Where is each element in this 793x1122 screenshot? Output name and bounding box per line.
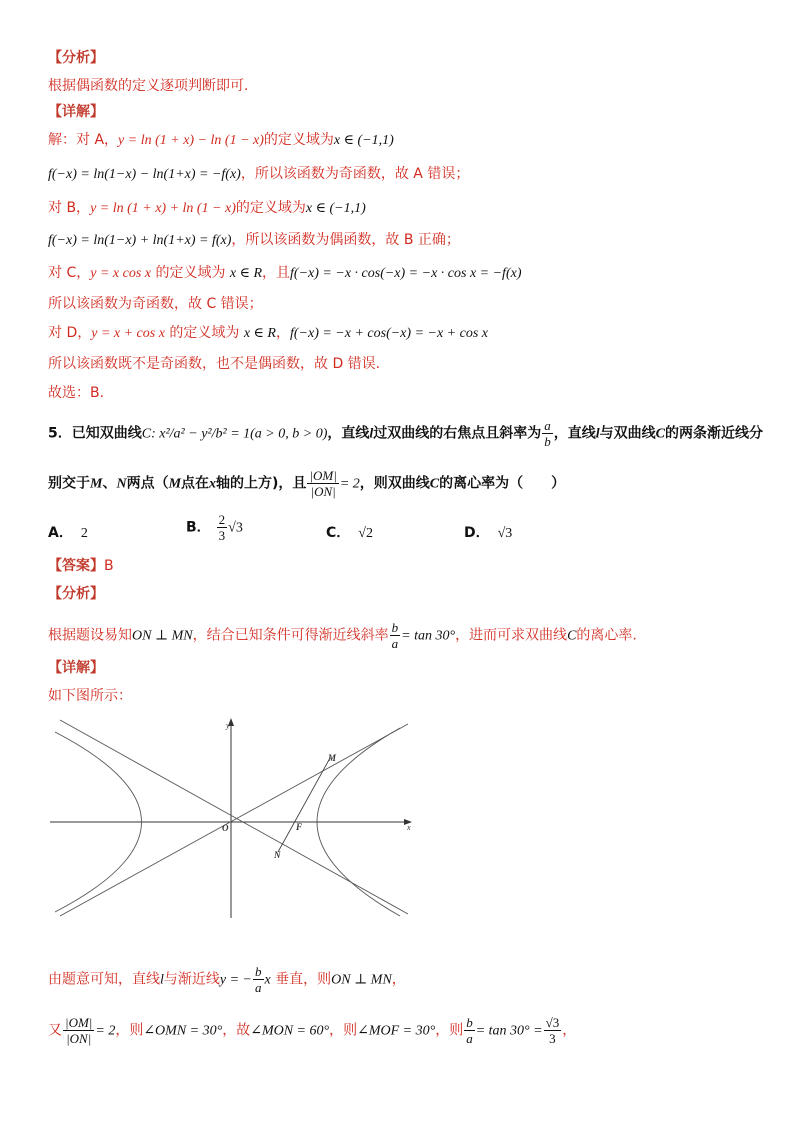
detail-tag: 【详解】 <box>48 104 104 120</box>
conclusion-line-2: 又 $\frac{|OM|}{|ON|}$ = 2，则∠OMN = 30°，故∠MON = 60°，则∠MOF = 30°，则 $\frac{b}{a}$ = tan 30° = $\frac{√3}{3}$ ， <box>48 1015 577 1046</box>
hyperbola-equation: C: x²/a² − y²/b² = 1(a > 0, b > 0) <box>141 426 328 442</box>
line-MN <box>278 758 330 852</box>
point-M-label: M <box>328 753 337 763</box>
y-axis-label: y <box>226 721 230 730</box>
analysis-text: 根据偶函数的定义逐项判断即可. <box>48 78 249 94</box>
option-c: C． √2 <box>326 525 373 541</box>
conclusion-line-1: 由题意可知，直线l与渐近线y = − $\frac{b}{a}$ x 垂直，则ON ⊥ MN， <box>48 964 406 995</box>
x-axis-label: x <box>407 823 411 832</box>
option-d: D． √3 <box>464 525 513 541</box>
answer-tag: 【答案】 <box>48 558 104 574</box>
solution-line-a-domain: 解：对 A，y = ln (1 + x) − ln (1 − x)的定义域为x ∈ (−1,1) <box>48 132 394 148</box>
detail-heading <box>48 102 104 122</box>
question-5-line-2: 别交于M、N两点（M点在x轴的上方)，且 $\frac{|OM|}{|ON|}$ = 2，则双曲线C的离心率为（ ） <box>48 468 566 499</box>
slope-fraction: $\frac{a}{b}$ <box>544 418 551 449</box>
question-number: 5． <box>48 425 72 442</box>
analysis-text-2: 根据题设易知ON ⊥ MN，结合已知条件可得渐近线斜率 $\frac{b}{a}$ = tan 30°，进而可求双曲线C的离心率. <box>48 620 637 651</box>
solution-line-d-conclusion: 所以该函数既不是奇函数，也不是偶函数，故 D 错误. <box>48 356 381 372</box>
detail-heading-2: 【详解】 <box>48 660 104 676</box>
question-5-line-1: 5．已知双曲线C: x²/a² − y²/b² = 1(a > 0, b > 0)，直线l过双曲线的右焦点且斜率为 $\frac{a}{b}$ ，直线l与双曲线C的两条渐近线分 <box>48 418 763 449</box>
solution-line-a-parity: f(−x) = ln(1−x) − ln(1+x) = −f(x)，所以该函数为奇函数，故 A 错误； <box>48 166 470 182</box>
origin-label: O <box>222 823 229 833</box>
focus-label: F <box>296 822 303 832</box>
answer-heading <box>48 556 114 576</box>
option-a: A． 2 <box>48 525 88 541</box>
asymptote-negative-slope <box>60 720 408 914</box>
figure-intro: 如下图所示： <box>48 688 132 704</box>
analysis-heading <box>48 48 104 68</box>
solution-final-choice: 故选：B. <box>48 385 105 401</box>
asymptote-positive-slope <box>60 724 408 916</box>
solution-line-b-parity: f(−x) = ln(1−x) + ln(1+x) = f(x)，所以该函数为偶函数，故 B 正确； <box>48 232 460 248</box>
point-N-label: N <box>274 850 281 860</box>
solution-line-d-domain: 对 D，y = x + cos x 的定义域为 x ∈ R，f(−x) = −x + cos(−x) = −x + cos x <box>48 325 488 341</box>
ratio-fraction: $\frac{|OM|}{|ON|}$ <box>309 468 337 499</box>
analysis-heading-2: 【分析】 <box>48 586 104 602</box>
hyperbola-figure <box>50 718 412 920</box>
solution-line-b-domain: 对 B，y = ln (1 + x) + ln (1 − x)的定义域为x ∈ (−1,1) <box>48 200 366 216</box>
option-b: B． $\frac{2}{3}$ √3 <box>186 512 243 543</box>
analysis-tag: 【分析】 <box>48 50 104 66</box>
solution-line-c-domain: 对 C，y = x cos x 的定义域为 x ∈ R，且f(−x) = −x · cos(−x) = −x · cos x = −f(x) <box>48 265 522 281</box>
solution-line-c-conclusion: 所以该函数为奇函数，故 C 错误； <box>48 296 263 312</box>
answer-value: B <box>104 558 114 574</box>
